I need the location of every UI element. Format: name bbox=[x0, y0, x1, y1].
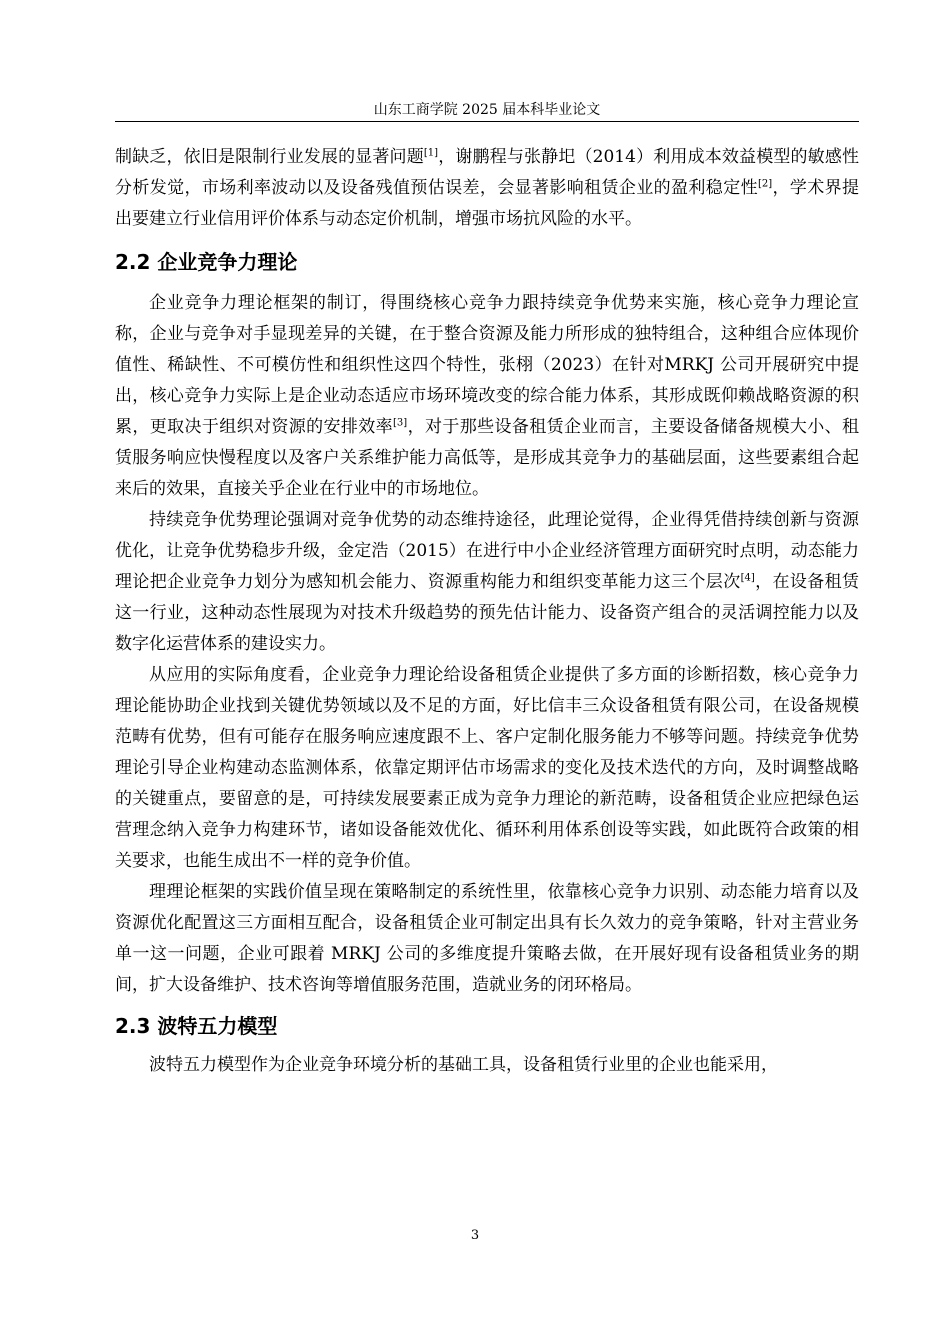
paragraph-1: 企业竞争力理论框架的制订，得围绕核心竞争力跟持续竞争优势来实施，核心竞争力理论宣称，企业与竞争对手显现差异的关键，在于整合资源及能力所形成的独特组合，这种组合应体现价值性、稀缺性、不可模仿性和组织性这四个特性，张栩（2023）在针对MRKJ 公司开展研究中提出，核心竞争力实际上是企业动态适应市场环境改变的综合能力体系，其形成既仰赖战略资源的积累，更取决于组织对资源的安排效率[3]，对于那些设备租赁企业而言，主要设备储备规模大小、租赁服务响应快慢程度以及客户关系维护能力高低等，是形成其竞争力的基础层面，这些要素组合起来后的效果，直接关乎企业在行业中的市场地位。 bbox=[115, 293, 860, 499]
paragraph-5: 波特五力模型作为企业竞争环境分析的基础工具，设备租赁行业里的企业也能采用， bbox=[149, 1055, 778, 1075]
paragraph-3: 从应用的实际角度看，企业竞争力理论给设备租赁企业提供了多方面的诊断招数，核心竞争力理论能协助企业找到关键优势领域以及不足的方面，好比信丰三众设备租赁有限公司，在设备规模范畴有优势，但有可能存在服务响应速度跟不上、客户定制化服务能力不够等问题。持续竞争优势理论引导企业构建动态监测体系，依靠定期评估市场需求的变化及技术迭代的方向，及时调整战略的关键重点，要留意的是，可持续发展要素正成为竞争力理论的新范畴，设备租赁企业应把绿色运营理念纳入竞争力构建环节，诸如设备能效优化、循环利用体系创设等实践，如此既符合政策的相关要求，也能生成出不一样的竞争价值。 bbox=[115, 665, 859, 871]
paragraph-4: 理理论框架的实践价值呈现在策略制定的系统性里，依靠核心竞争力识别、动态能力培育以及资源优化配置这三方面相互配合，设备租赁企业可制定出具有长久效力的竞争策略，针对主营业务单一这一问题，企业可跟着 MRKJ 公司的多维度提升策略去做，在开展好现有设备租赁业务的期间，扩大设备维护、技术咨询等增值服务范围，造就业务的闭环格局。 bbox=[115, 882, 859, 995]
citation-ref-1: [1] bbox=[423, 147, 439, 159]
citation-ref-3: [3] bbox=[393, 417, 408, 429]
section-heading-2-2: 2.2 企业竞争力理论 bbox=[115, 250, 298, 274]
paragraph-continued: 制缺乏，依旧是限制行业发展的显著问题[1]，谢鹏程与张静圯（2014）利用成本效益模型的敏感性分析发觉，市场利率波动以及设备残值预估误差，会显著影响租赁企业的盈利稳定性[2]，学术界提出要建立行业信用评价体系与动态定价机制，增强市场抗风险的水平。 bbox=[115, 147, 860, 229]
running-header: 山东工商学院 2025 届本科毕业论文 bbox=[373, 102, 601, 118]
page-number: 3 bbox=[470, 1228, 480, 1243]
paragraph-2: 持续竞争优势理论强调对竞争优势的动态维持途径，此理论觉得，企业得凭借持续创新与资源优化，让竞争优势稳步升级，金定浩（2015）在进行中小企业经济管理方面研究时点明，动态能力理论把企业竞争力划分为感知机会能力、资源重构能力和组织变革能力这三个层次[4]，在设备租赁这一行业，这种动态性展现为对技术升级趋势的预先估计能力、设备资产组合的灵活调控能力以及数字化运营体系的建设实力。 bbox=[115, 510, 860, 654]
citation-ref-4: [4] bbox=[740, 572, 755, 584]
header-rule bbox=[115, 121, 859, 122]
page-body bbox=[115, 142, 859, 1081]
citation-ref-2: [2] bbox=[757, 178, 773, 190]
section-heading-2-3: 2.3 波特五力模型 bbox=[115, 1014, 278, 1038]
